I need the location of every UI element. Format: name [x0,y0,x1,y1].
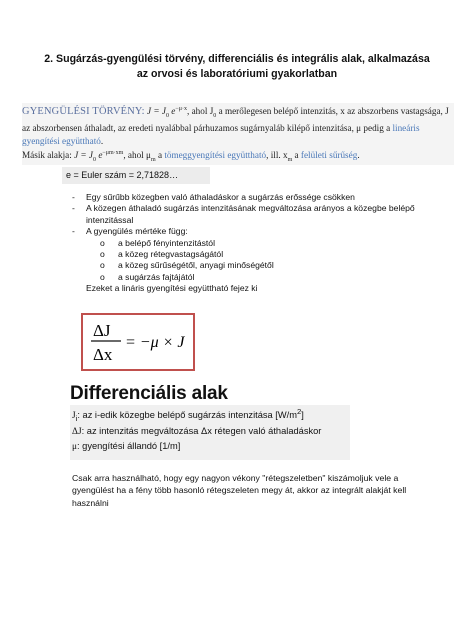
sub-bullet-marker: o [100,271,105,282]
list-item-text: A gyengülés mértéke függ: [86,226,188,237]
extra-line: Ezeket a lináris gyengítési együttható fejez ki [86,283,258,294]
formula2-e: e [96,150,103,161]
differential-formula-image [70,304,204,378]
euler-number-box: e = Euler szám = 2,71828… [62,167,210,184]
law-text-2: a merőlegesen belépő intenzitás, x az abszorbens vastagsága, J az abszorbensen áthaladt, az eredeti nyalábbal párhuzamos sugárnyaláb kilépő intenzitása, μ pedig a [22,106,449,134]
law-paragraph-2 [22,147,454,166]
law-sub-3: m [150,157,156,164]
formula2-sub: 0 [93,157,97,164]
sub-item-text: a közeg rétegvastagságától [118,249,224,260]
law-text-4b: a [292,150,301,161]
definition-sub: i [75,413,78,423]
definition-row [72,405,350,425]
sub-item-text: a közeg sűrűségétől, anyagi minőségétől [118,260,274,271]
sub-list-item [72,249,462,260]
list-item [72,226,462,237]
sub-bullet-marker: o [100,249,105,260]
bullet-marker: - [72,203,75,214]
list-item-text: A közegen áthaladó sugárzás intenzitásának megváltozása arányos a közegbe belépő intenzitással [86,203,415,225]
bullet-marker: - [72,226,75,237]
definition-symbol: J [72,411,76,422]
formula1-exponent: −μ·x [175,106,187,112]
law-heading: GYENGÜLÉSI TÖRVÉNY: [22,106,145,118]
page-title [0,52,474,82]
formula-rhs: = −μ × J [125,334,185,351]
definition-symbol: ΔJ [72,427,82,438]
law-sub-4: m [287,157,293,164]
formula-frame [81,313,195,371]
definitions-box [70,405,350,460]
law-end-2: . [357,150,360,161]
sub-bullet-marker: o [100,237,105,248]
definition-tail: ] [301,410,304,421]
list-item [72,192,462,203]
differential-heading: Differenciális alak [70,383,228,404]
formula-denominator: Δx [93,345,113,364]
link-mass-attenuation[interactable]: tömeggyengítési együttható [164,150,267,161]
formula1-e: e [169,106,176,117]
definition-text: : az intenzitás megváltozása Δx rétegen való áthaladáskor [81,426,322,437]
formula2-exponent: −μm·xm [102,150,124,157]
definition-row [72,425,350,439]
sub-bullet-marker: o [100,260,105,271]
definition-text: : gyengítési állandó [1/m] [76,440,181,451]
attenuation-law-box [22,103,454,165]
formula1-j: J [147,106,152,117]
bullet-list [72,192,462,295]
definition-sup: 2 [296,407,302,416]
law-text-1: , ahol J [186,106,214,117]
law-text-3b: a [155,150,165,161]
sub-item-text: a belépő fényintenzitástól [118,237,215,248]
definition-symbol: μ [72,441,77,452]
link-linear-attenuation[interactable]: lineáris gyengítési együttható [22,123,420,146]
sub-item-text: a sugárzás fajtájától [118,271,195,282]
title-line-2: az orvosi és laboratóriumi gyakorlatban [136,68,338,80]
formula-numerator: ΔJ [93,321,111,340]
formula1-rest: = J [151,106,166,117]
sub-list-item [72,272,462,283]
sub-list-item [72,238,462,249]
law-end-1: . [100,135,104,146]
formula-svg [83,315,193,369]
formula2: J = J [71,150,94,161]
usage-paragraph: Csak arra használható, hogy egy nagyon vékony "rétegszeletben" kiszámoljuk vele a gyengülést ha a fény több hasonló rétegszeleten megy át, akkor az integrált alakját kell használni [72,473,407,508]
law-sub-1: 0 [213,112,217,119]
bullet-marker: - [72,192,75,202]
title-line-1: 2. Sugárzás-gyengülési törvény, differenciális és integrális alak, alkalmazása [44,53,430,65]
list-item [72,203,462,226]
law-text-4: , ill. x [266,150,288,161]
link-surface-density[interactable]: felületi sűrűség [300,150,358,161]
definition-text: : az i-edik közegbe belépő sugárzás intenzitása [W/m [77,410,297,421]
definition-row [72,440,350,454]
law-paragraph-1: GYENGÜLÉSI TÖRVÉNY: $J = J_0$ $e^{-\mu\cdot x}$, ahol $J_0$ a merőlegesen belépő intenzitás, x az abszorbens vastagsága, J az abszorbensen áthaladt, az eredeti nyalábbal párhuzamos sugárnyaláb kilépő intenzitása, μ pedig a lineáris gyengítési együttható. [22,106,449,146]
second-form-label: Másik alakja: [22,150,72,161]
sub-list-item [72,260,462,271]
law-text-3: , ahol μ [123,150,151,161]
list-item-text: Egy sűrűbb közegben való áthaladáskor a sugárzás erőssége csökken [86,192,355,202]
